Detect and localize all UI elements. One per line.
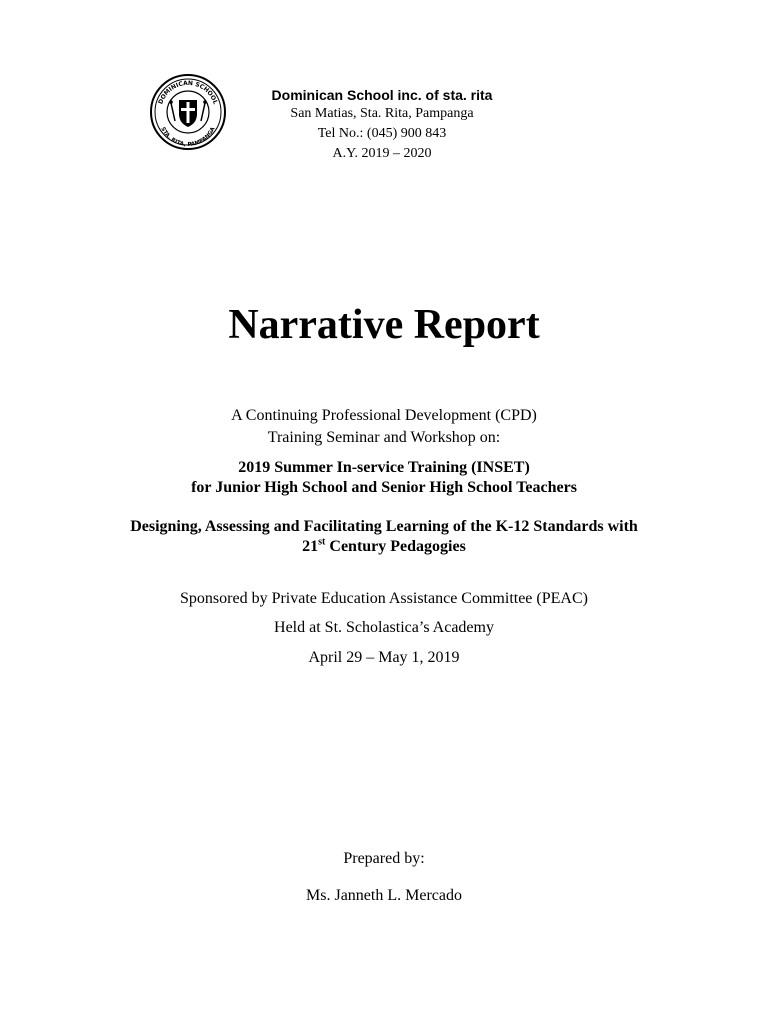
topic-line-2-rest: Century Pedagogies — [325, 538, 466, 555]
preparer-name: Ms. Janneth L. Mercado — [306, 887, 462, 904]
dates-block — [0, 647, 768, 669]
intro-line-1: A Continuing Professional Development (CPD) — [231, 407, 537, 424]
intro-line-2: Training Seminar and Workshop on: — [267, 429, 501, 446]
venue-block — [0, 617, 768, 639]
topic-line-2 — [0, 537, 768, 557]
prepared-by-label-block — [0, 848, 768, 870]
training-title-line-2: for Junior High School and Senior High School Teachers — [191, 479, 577, 496]
training-title-line-1: 2019 Summer In-service Training (INSET) — [238, 459, 530, 476]
school-seal-logo — [149, 73, 227, 151]
svg-text:DOMINICAN SCHOOL: DOMINICAN SCHOOL — [157, 79, 219, 106]
academic-year: A.Y. 2019 – 2020 — [332, 146, 432, 161]
svg-text:STA. RITA, PAMPANGA: STA. RITA, PAMPANGA — [159, 126, 217, 149]
training-block — [0, 458, 768, 498]
topic-ordinal-number: 21 — [302, 538, 319, 555]
topic-ordinal-suffix: st — [318, 536, 326, 548]
school-name: Dominican School inc. of sta. rita — [271, 87, 493, 103]
venue-line: Held at St. Scholastica’s Academy — [274, 619, 494, 636]
topic-line-1: Designing, Assessing and Facilitating Learning of the K-12 Standards with — [130, 518, 638, 535]
school-address: San Matias, Sta. Rita, Pampanga — [290, 106, 474, 121]
prepared-by-label: Prepared by: — [343, 850, 425, 867]
event-dates: April 29 – May 1, 2019 — [308, 649, 460, 666]
letterhead — [232, 86, 532, 164]
sponsor-block — [0, 588, 768, 610]
intro-block — [0, 405, 768, 449]
preparer-name-block — [0, 885, 768, 907]
topic-block — [0, 517, 768, 557]
school-telephone: Tel No.: (045) 900 843 — [317, 126, 447, 141]
sponsor-line: Sponsored by Private Education Assistance Committee (PEAC) — [180, 590, 588, 607]
document-title: Narrative Report — [228, 302, 540, 348]
